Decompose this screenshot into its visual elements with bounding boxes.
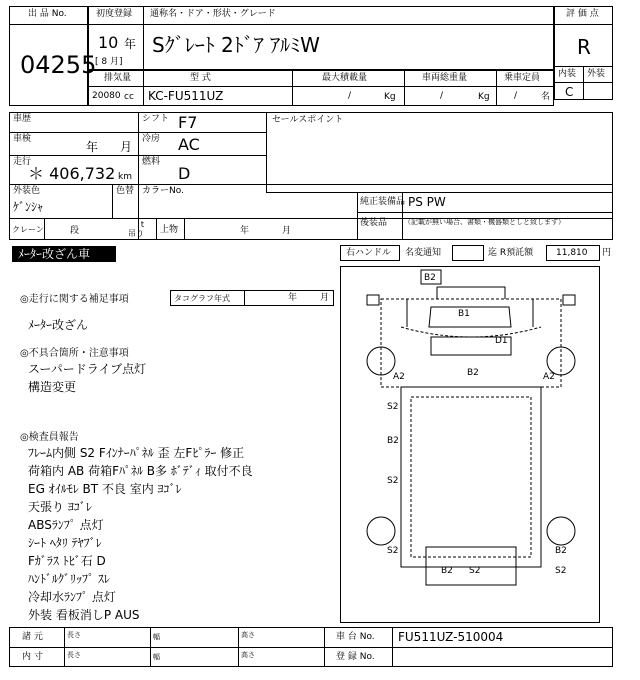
grade-interior-label: 内装 [558, 69, 577, 79]
model-type-value: KC-FU511UZ [148, 89, 224, 103]
mileage-label: 走行 [13, 157, 32, 167]
lot-number: 04255 [20, 51, 97, 79]
name-change-label: 名変通知 [405, 248, 442, 258]
aftermarket-label: 後装品 [360, 218, 388, 228]
history-label: 車歴 [13, 114, 32, 124]
estimated-tax-unit: 円 [602, 248, 612, 258]
inspector-label: ◎検査員報告 [20, 432, 79, 443]
grade-interior: C [565, 85, 574, 99]
diagram-mark: B2 [441, 566, 453, 576]
truck-outline [341, 267, 599, 622]
aftermarket-note: （記載が無い場合、書類・機器類としと致します） [404, 218, 565, 226]
first-reg-month: [ 8 月] [95, 57, 123, 67]
capacity-unit: 名 [541, 92, 551, 102]
inspector-note: 荷箱内 AB 荷箱Fﾊﾟﾈﾙ B多 ﾎﾞﾃﾞｨ 取付不良 [28, 464, 253, 478]
mileage-value: ＊ 406,732 [28, 164, 116, 183]
estimated-tax-label: 迄 R預託額 [488, 248, 534, 258]
damage-diagram [340, 266, 600, 623]
fuel-value: D [178, 164, 191, 183]
shift-value: F7 [178, 113, 198, 132]
width-label: 幅 [153, 653, 160, 661]
color-no-label: カラーNo. [142, 186, 184, 196]
first-reg-year: 10 [98, 33, 119, 52]
driving-notes-label: ◎走行に関する補足事項 [20, 294, 129, 305]
max-load-label: 最大積載量 [322, 73, 368, 83]
upper-label: 上物 [160, 225, 179, 235]
driving-note: ﾒｰﾀｰ改ざん [28, 318, 89, 332]
color-label: 外装色 [13, 186, 41, 196]
diagram-mark: D1 [495, 336, 508, 346]
crane-label: クレーン [12, 225, 44, 234]
tachograph-month: 月 [320, 293, 330, 303]
capacity-value: / [514, 91, 518, 101]
inspector-note: ﾊﾝﾄﾞﾙｸﾞﾘｯﾌﾟ ｽﾚ [28, 572, 110, 586]
color-value: ｹﾞﾝｼｬ [13, 200, 44, 214]
interior-dim-label: 内 寸 [22, 652, 43, 662]
meter-tampered-badge: ﾒｰﾀｰ改ざん車 [12, 246, 116, 262]
aircon-label: 冷房 [142, 134, 161, 144]
equipment-value: PS PW [408, 195, 446, 209]
model-type-label: 型 式 [190, 73, 211, 83]
diagram-mark: B2 [467, 368, 479, 378]
diagram-mark: A2 [543, 372, 555, 382]
inspector-note: ｼｰﾄ ﾍﾀﾘ ﾃﾔﾌﾞﾚ [28, 536, 102, 550]
inspector-note: 冷却水ﾗﾝﾌﾟ 点灯 [28, 590, 116, 604]
defect-item: 構造変更 [28, 380, 77, 394]
displacement-label: 排気量 [104, 73, 132, 83]
inspector-note: EG ｵｲﾙﾓﾚ BT 不良 室内 ﾖｺﾞﾚ [28, 482, 182, 496]
inspection-year: 年 [86, 140, 99, 154]
first-reg-year-unit: 年 [124, 37, 137, 51]
model-name-label: 通称名・ドア・形状・グレード [150, 9, 276, 19]
max-load-unit: Kg [384, 92, 396, 102]
defect-item: スーパードライブ点灯 [28, 362, 147, 376]
height-label: 高さ [241, 631, 255, 639]
shift-label: シフト [142, 114, 170, 124]
diagram-mark: S2 [387, 546, 399, 556]
displacement-unit: cc [124, 92, 134, 102]
upper-year: 年 [240, 226, 250, 236]
upper-month: 月 [282, 226, 292, 236]
chassis-label: 車 台 No. [336, 632, 375, 642]
first-reg-label: 初度登録 [96, 9, 133, 19]
reg-label: 登 録 No. [336, 652, 375, 662]
dim-label: 諸 元 [22, 632, 43, 642]
inspector-note: ABSﾗﾝﾌﾟ 点灯 [28, 518, 104, 532]
inspector-note: Fｶﾞﾗｽ ﾄﾋﾞ石 D [28, 554, 106, 568]
tachograph-label: タコグラフ年式 [174, 294, 230, 303]
gross-weight-label: 車両総重量 [422, 73, 468, 83]
defects-label: ◎不具合箇所・注意事項 [20, 348, 129, 359]
grade-label: 評 価 点 [566, 9, 599, 19]
crane-tonnage: t 吊り [128, 220, 144, 238]
color-change-label: 色替 [116, 186, 135, 196]
length-label: 長さ [67, 631, 81, 639]
inspection-month: 月 [120, 140, 133, 154]
diagram-mark: A2 [393, 372, 405, 382]
crane-steps: 段 [70, 226, 80, 236]
height-label: 高さ [241, 651, 255, 659]
grade-exterior-label: 外装 [587, 69, 606, 79]
diagram-mark: B2 [555, 546, 567, 556]
aircon-value: AC [178, 135, 200, 154]
grade-overall: R [577, 35, 591, 59]
estimated-tax: 11,810 [556, 248, 588, 258]
lot-label: 出 品 No. [28, 9, 67, 19]
capacity-label: 乗車定員 [504, 73, 541, 83]
diagram-mark: B2 [424, 273, 436, 283]
diagram-mark: B1 [458, 309, 470, 319]
length-label: 長さ [67, 651, 81, 659]
inspector-note: 天張り ﾖｺﾞﾚ [28, 500, 92, 514]
name-change-box [452, 245, 484, 261]
equipment-label: 純正装備品 [360, 197, 406, 207]
chassis-number: FU511UZ-510004 [398, 630, 504, 644]
tachograph-year: 年 [288, 293, 298, 303]
diagram-mark: S2 [555, 566, 567, 576]
inspector-note: 外装 看板消しP AUS [28, 608, 140, 622]
right-handle: 右ハンドル [346, 248, 392, 258]
sales-point-label: セールスポイント [272, 115, 344, 125]
model-name: Sｸﾞﾚｰﾄ 2ﾄﾞｱ ｱﾙﾐW [152, 33, 320, 57]
width-label: 幅 [153, 633, 160, 641]
diagram-mark: S2 [387, 476, 399, 486]
inspection-label: 車検 [13, 134, 32, 144]
inspector-note: ﾌﾚｰﾑ内側 S2 Fｲﾝﾅｰﾊﾟﾈﾙ 歪 左Fﾋﾟﾗｰ 修正 [28, 446, 245, 460]
diagram-mark: B2 [387, 436, 399, 446]
gross-weight-value: / [440, 91, 444, 101]
diagram-mark: S2 [469, 566, 481, 576]
mileage-unit: km [118, 172, 132, 182]
max-load-value: / [348, 91, 352, 101]
diagram-mark: S2 [387, 402, 399, 412]
gross-weight-unit: Kg [478, 92, 490, 102]
displacement-value: 20080 [92, 91, 121, 101]
fuel-label: 燃料 [142, 157, 161, 167]
